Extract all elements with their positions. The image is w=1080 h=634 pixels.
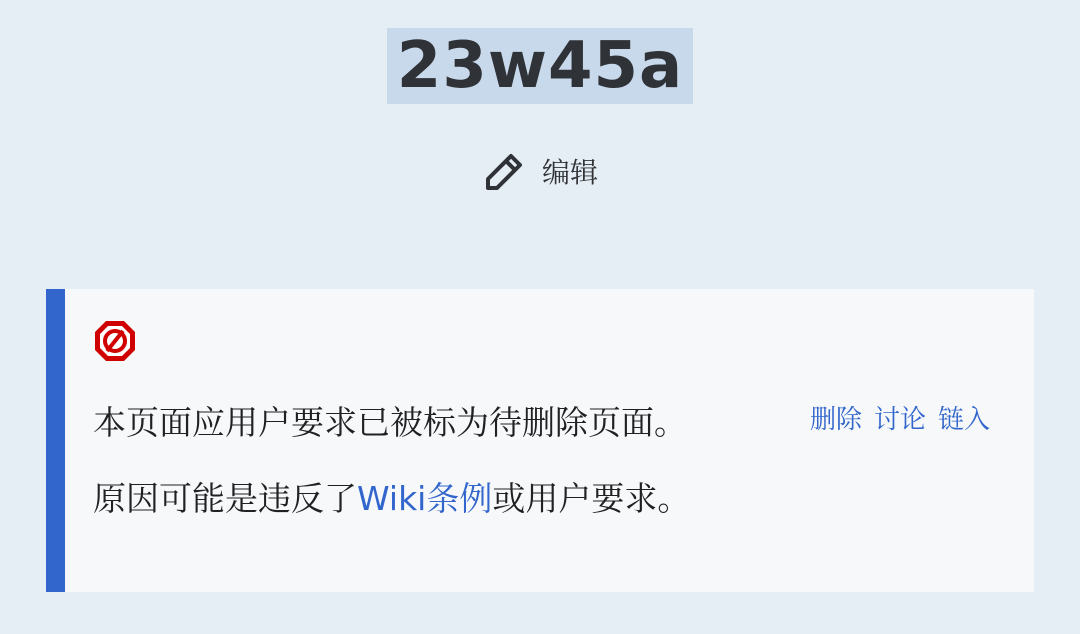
reason-suffix: 或用户要求。 bbox=[492, 479, 691, 518]
page-title-container bbox=[0, 28, 1080, 104]
notice-action-links[interactable]: 链入 bbox=[938, 405, 991, 435]
edit-button[interactable] bbox=[482, 148, 598, 194]
notice-action-delete[interactable]: 删除 bbox=[810, 405, 863, 435]
delete-prohibited-icon bbox=[93, 319, 137, 363]
edit-label: 编辑 bbox=[541, 156, 598, 189]
wiki-rules-link[interactable]: Wiki条例 bbox=[357, 479, 493, 518]
deletion-notice bbox=[46, 289, 1034, 592]
notice-main-text: 本页面应用户要求已被标为待删除页面。 bbox=[93, 403, 687, 442]
notice-actions bbox=[810, 399, 990, 436]
notice-reason bbox=[93, 475, 690, 523]
pencil-icon bbox=[482, 148, 528, 194]
reason-prefix: 原因可能是违反了 bbox=[93, 479, 357, 518]
notice-action-discuss[interactable]: 讨论 bbox=[874, 405, 927, 435]
page-actions bbox=[0, 148, 1080, 194]
page-title: 23w45a bbox=[387, 28, 693, 104]
